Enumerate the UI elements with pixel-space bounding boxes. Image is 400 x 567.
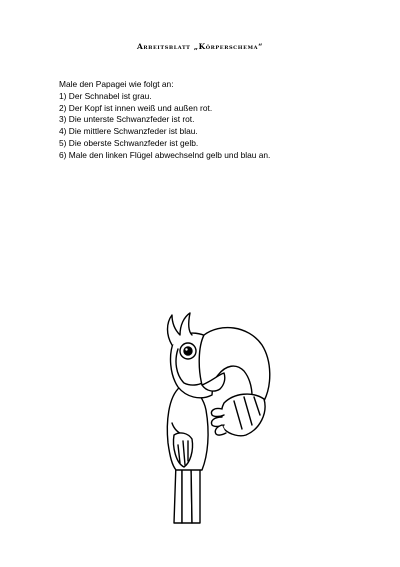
parrot-icon [160,305,280,530]
instruction-step: 1) Der Schnabel ist grau. [59,90,152,101]
worksheet-title: Arbeitsblatt „Körperschema“ [136,42,264,51]
right-wing [221,394,265,436]
instructions-block [59,79,379,162]
instruction-step: 5) Die oberste Schwanzfeder ist gelb. [59,137,199,148]
instruction-step: 4) Die mittlere Schwanzfeder ist blau. [59,126,198,137]
instruction-step: 3) Die unterste Schwanzfeder ist rot. [59,114,195,125]
instructions-intro: Male den Papagei wie folgt an: [59,79,174,89]
instruction-step: 6) Male den linken Flügel abwechselnd gelb und blau an. [59,149,271,160]
instruction-step: 2) Der Kopf ist innen weiß und außen rot. [59,102,213,113]
